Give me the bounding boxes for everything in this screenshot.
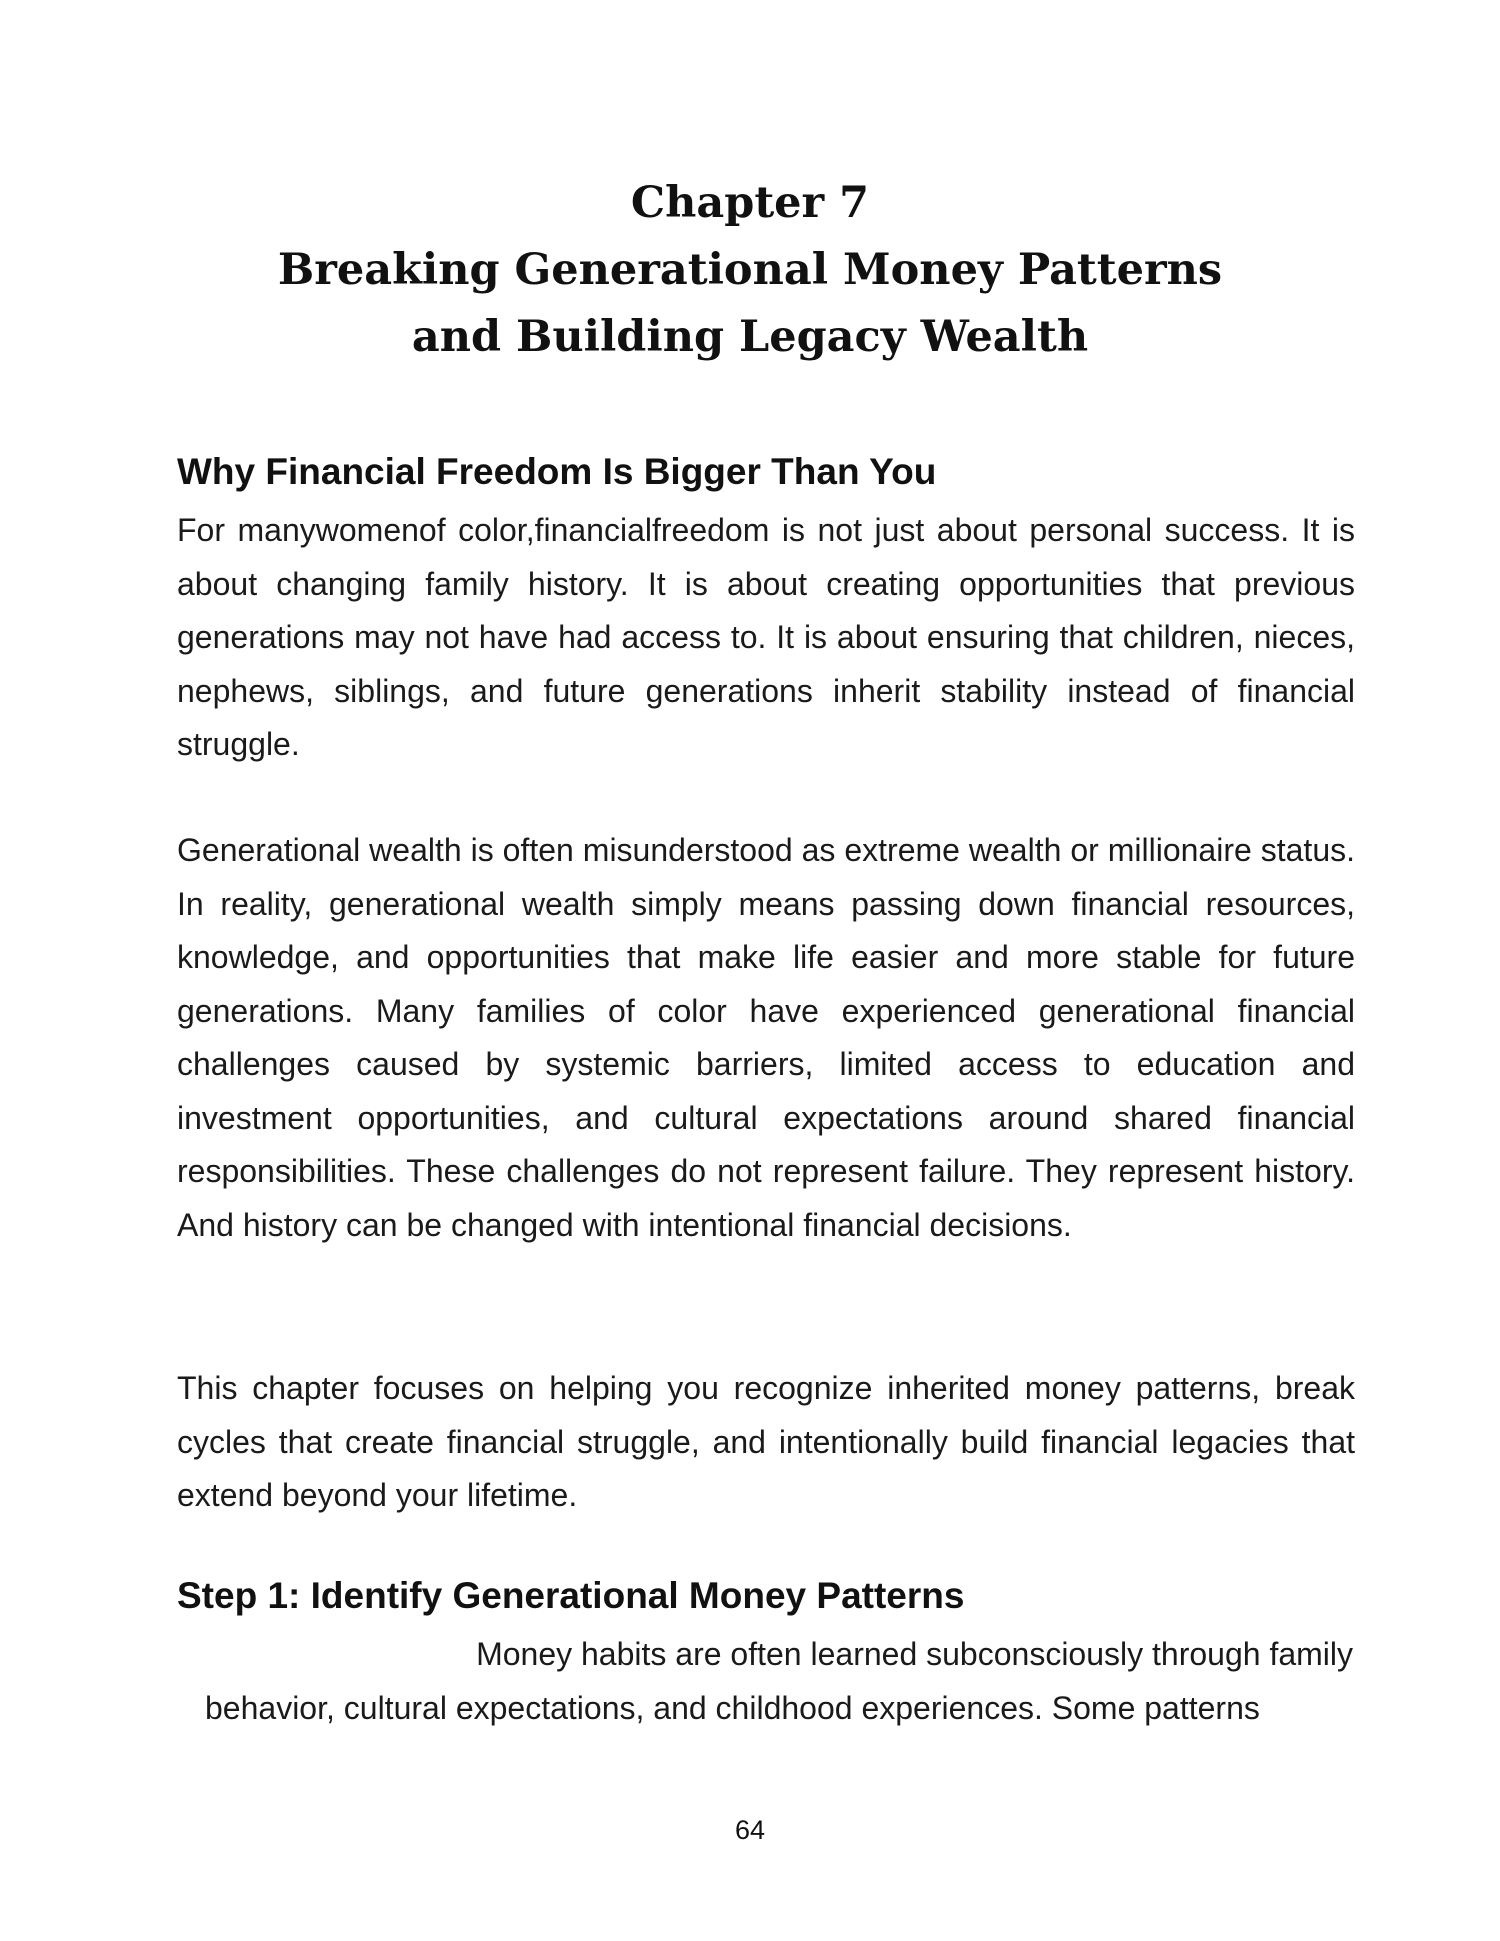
paragraph-4-line-1: Money habits are often learned subconsciously through family: [476, 1636, 1353, 1672]
section-heading-step-1: Step 1: Identify Generational Money Patterns: [177, 1575, 965, 1616]
paragraph-1: For manywomenof color,financialfreedom is not just about personal success. It is about changing family history. It is about creating opportunities that previous generations may not have had access to. It is about ensuring that children, nieces, nephews, siblings, and future generations inherit stability instead of financial struggle.: [177, 512, 1355, 762]
chapter-title: [0, 170, 1500, 371]
section-heading-why-financial-freedom: Why Financial Freedom Is Bigger Than You: [177, 451, 937, 492]
chapter-number: Chapter 7: [630, 178, 870, 228]
paragraph-3: This chapter focuses on helping you recognize inherited money patterns, break cycles that create financial struggle, and intentionally build financial legacies that extend beyond your lifetime.: [177, 1370, 1355, 1513]
paragraph-2: Generational wealth is often misunderstood as extreme wealth or millionaire status. In reality, generational wealth simply means passing down financial resources, knowledge, and opportunities that make life easier and more stable for future generations. Many families of color have experienced generational financial challenges caused by systemic barriers, limited access to education and investment opportunities, and cultural expectations around shared financial responsibilities. These challenges do not represent failure. They represent history. And history can be changed with intentional financial decisions.: [177, 832, 1355, 1243]
page-number: 64: [734, 1815, 766, 1845]
chapter-title-line-1: Breaking Generational Money Patterns: [277, 245, 1223, 295]
paragraph-4: [205, 1628, 1353, 1735]
chapter-title-line-2: and Building Legacy Wealth: [411, 312, 1089, 362]
paragraph-4-line-2: behavior, cultural expectations, and childhood experiences. Some patterns: [205, 1689, 1260, 1726]
